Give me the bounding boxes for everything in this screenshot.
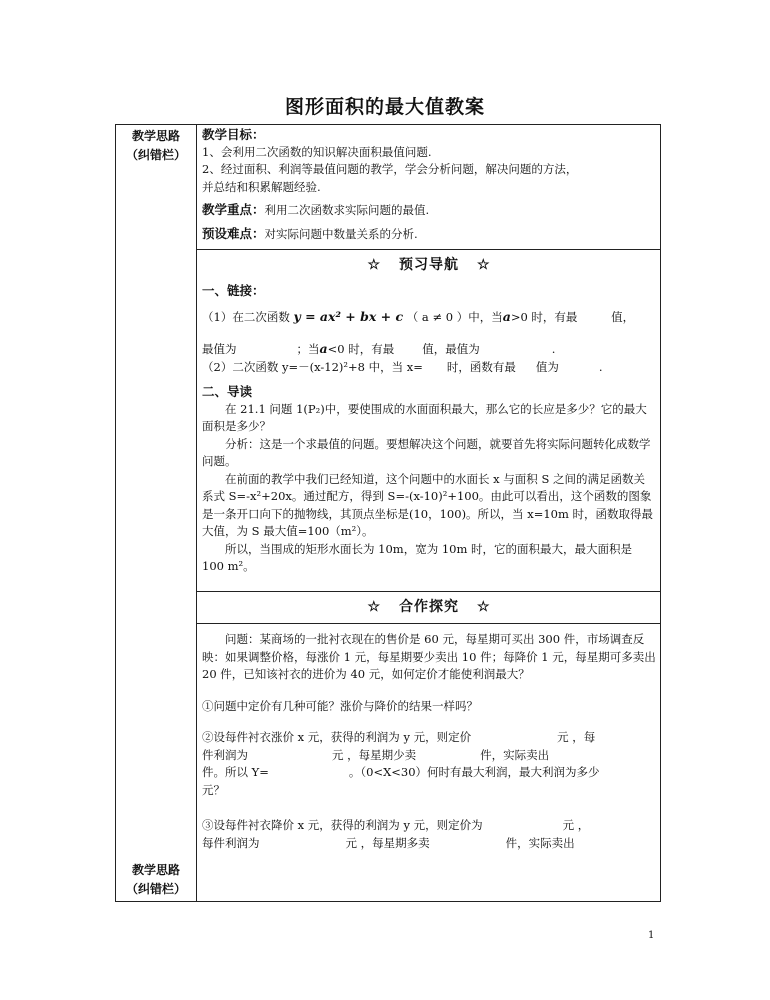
var-a: a — [502, 308, 511, 324]
section-preview-header — [202, 257, 656, 275]
q2-line — [202, 359, 656, 377]
section-title: 合作探究 — [399, 599, 459, 615]
q3-text: 元 ， — [562, 818, 590, 832]
section-explore-header — [202, 599, 656, 617]
side-column-label-top — [116, 127, 196, 165]
objective-item: 并总结和积累解题经验. — [202, 179, 321, 194]
page-number: 1 — [648, 930, 655, 941]
q2-text: 元？ — [202, 782, 225, 797]
q2-text: 件，实际卖出 — [480, 747, 550, 762]
lesson-table — [115, 124, 661, 902]
link-section — [202, 282, 656, 376]
q1-line1 — [202, 308, 656, 327]
q2-text: （2）二次函数 y=－(x-12)²+8 中，当 x= — [202, 359, 423, 374]
objective-item: 2、经过面积、利润等最值问题的教学，学会分析问题，解决问题的方法， — [202, 162, 578, 176]
row-divider — [197, 591, 660, 592]
reading-paragraph: 在前面的教学中我们已经知道，这个问题中的水面长 x 与面积 S 之间的满足函数关系式 S=-x²+20x。通过配方，得到 S=-(x-10)²+100。由此可以看出，这个函数的图象是一条开口向下的抛物线，其顶点坐标是(10，100)。所以，当 x=10m 时，函数取得最大值，为 S 最大值=100（m²）。 — [202, 471, 654, 538]
q1-text: . — [551, 342, 556, 356]
quadratic-formula: y = ax² + bx + c — [293, 308, 404, 324]
side-column-label-bottom — [116, 861, 196, 899]
key-point-label: 教学重点： — [202, 202, 265, 217]
q1-text: ；当 — [296, 342, 320, 356]
q2-text: 元 ，每 — [557, 730, 596, 744]
q2-text: 时，函数有最 — [446, 359, 516, 374]
q3-text: 每件利润为 — [202, 835, 260, 850]
star-icon: ☆ — [477, 599, 491, 615]
q1-text: 最值为 — [202, 342, 237, 356]
objectives-heading: 教学目标： — [202, 127, 265, 142]
objective-item: 1、会利用二次函数的知识解决面积最值问题. — [202, 144, 432, 159]
side-label-line2: （纠错栏） — [125, 882, 186, 896]
question-2 — [202, 729, 656, 799]
star-icon: ☆ — [367, 599, 381, 615]
column-divider — [196, 125, 197, 901]
q1-text: >0 时，有最 — [510, 309, 578, 324]
q1-condition: （ a ≠ 0 ）中，当 — [406, 309, 503, 324]
q2-text: 件利润为 — [202, 747, 248, 762]
key-point-text: 利用二次函数求实际问题的最值. — [264, 203, 430, 217]
link-heading: 一、链接： — [202, 283, 265, 298]
reading-paragraph: 分析：这是一个求最值的问题。要想解决这个问题，就要首先将实际问题转化成数学问题。 — [202, 436, 651, 468]
var-a: a — [319, 341, 328, 356]
q2-text: 。（0<X<30）何时有最大利润，最大利润为多少 — [348, 765, 600, 779]
q3-text: 元 ，每星期多卖 — [345, 835, 430, 850]
difficulty-label: 预设难点： — [202, 225, 265, 241]
key-point — [202, 201, 656, 220]
q2-text: 元 ，每星期少卖 — [332, 747, 417, 762]
star-icon: ☆ — [367, 257, 381, 273]
q3-text: ③设每件衬衣降价 x 元，获得的利润为 y 元，则定价为 — [202, 818, 483, 832]
question-3 — [202, 817, 656, 852]
q1-line2 — [202, 340, 656, 359]
q1-text: <0 时，有最 — [327, 342, 395, 356]
q3-text: 件，实际卖出 — [505, 835, 575, 850]
q2-text: 值为 — [535, 359, 559, 374]
q2-text: ②设每件衬衣涨价 x 元，获得的利润为 y 元，则定价 — [202, 730, 472, 744]
reading-paragraph: 在 21.1 问题 1(P₂)中，要使围成的水面面积最大，那么它的长应是多少？它的最大面积是多少？ — [202, 401, 647, 433]
reading-paragraph: 所以，当围成的矩形水面长为 10m，宽为 10m 时，它的面积最大，最大面积是 100 m²。 — [202, 541, 633, 573]
q2-text: . — [598, 359, 603, 374]
side-label-line1: 教学思路 — [131, 863, 180, 877]
section-title: 预习导航 — [399, 257, 459, 273]
q1-text: （1）在二次函数 — [202, 309, 290, 324]
objectives-block — [202, 126, 656, 243]
question-1: ①问题中定价有几种可能？涨价与降价的结果一样吗？ — [202, 698, 478, 713]
difficulty — [202, 225, 656, 244]
side-label-line1: 教学思路 — [131, 129, 180, 143]
problem-section — [202, 631, 656, 852]
star-icon: ☆ — [477, 257, 491, 273]
row-divider — [197, 249, 660, 250]
q1-text: 值，最值为 — [422, 342, 480, 356]
q1-text: 值， — [611, 309, 635, 324]
side-label-line2: （纠错栏） — [125, 148, 186, 162]
row-divider — [197, 623, 660, 624]
reading-heading: 二、导读 — [202, 384, 253, 399]
difficulty-text: 对实际问题中数量关系的分析. — [264, 226, 418, 241]
document-title: 图形面积的最大值教案 — [284, 96, 485, 118]
reading-section — [202, 383, 656, 576]
problem-text: 问题：某商场的一批衬衣现在的售价是 60 元，每星期可买出 300 件，市场调查反映：如果调整价格，每涨价 1 元，每星期要少卖出 10 件；每降价 1 元，每星期可多卖出 20 件，已知该衬衣的进价为 40 元，如何定价才能使利润最大？ — [202, 632, 656, 681]
q2-text: 件。所以 Y= — [202, 765, 269, 779]
